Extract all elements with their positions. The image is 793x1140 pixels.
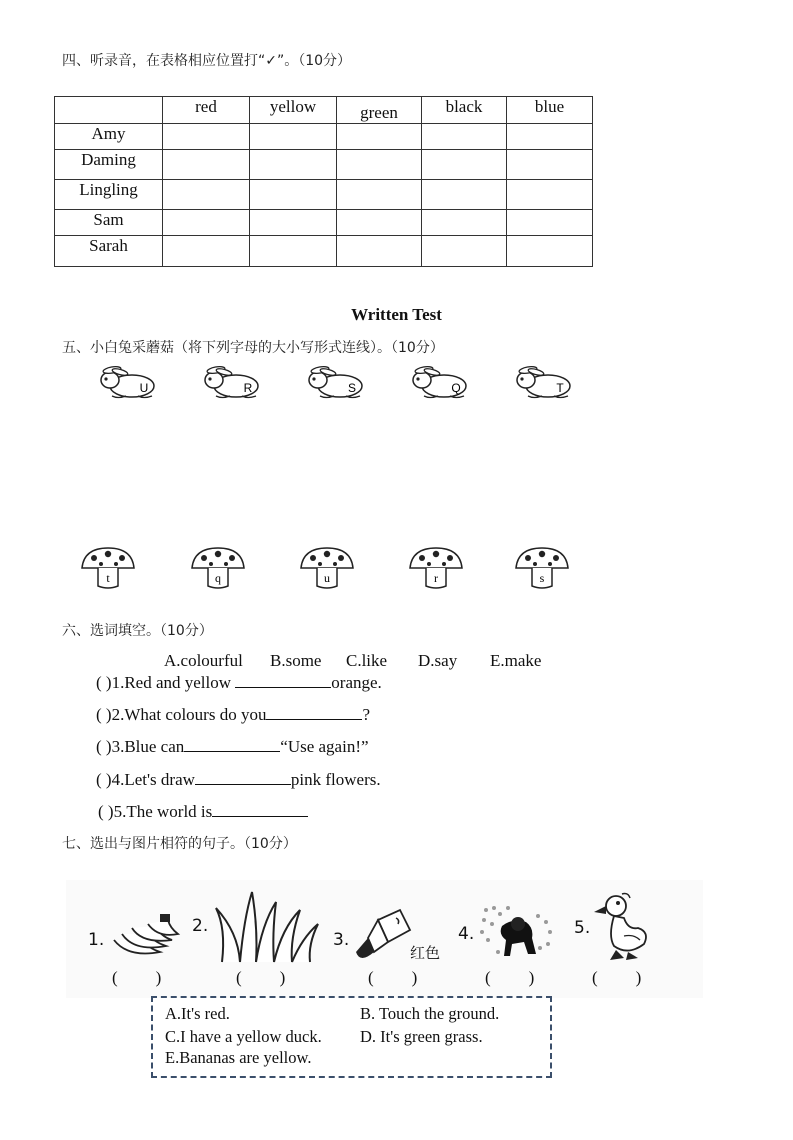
duck-icon bbox=[594, 892, 650, 962]
section-7-heading: 七、选出与图片相符的句子。（10分） bbox=[62, 836, 297, 852]
answer-paren[interactable]: ( ) bbox=[96, 705, 112, 724]
answer-cell[interactable] bbox=[250, 150, 337, 180]
answer-cell[interactable] bbox=[507, 210, 593, 236]
answer-cell[interactable] bbox=[163, 210, 250, 236]
question-text: 5.The world is bbox=[113, 802, 213, 821]
rabbit-letter: U bbox=[139, 381, 149, 395]
answer-cell[interactable] bbox=[250, 180, 337, 210]
paint-tube-icon bbox=[352, 908, 414, 964]
section-6-heading: 六、选词填空。（10分） bbox=[62, 623, 213, 639]
question-text-end: orange. bbox=[331, 673, 382, 692]
picture-answer-paren-5[interactable]: () bbox=[592, 968, 680, 987]
answer-option-b: B. Touch the ground. bbox=[360, 1004, 500, 1023]
row-label-sarah: Sarah bbox=[55, 236, 163, 267]
mushroom-icon[interactable] bbox=[408, 546, 464, 590]
written-test-title: Written Test bbox=[351, 305, 442, 324]
rabbit-icon[interactable] bbox=[514, 366, 576, 400]
picture-number-3: 3. bbox=[333, 930, 350, 950]
row-label-amy: Amy bbox=[55, 124, 163, 150]
option-c: C.like bbox=[346, 651, 388, 670]
rabbit-icon[interactable] bbox=[202, 366, 264, 400]
answer-cell[interactable] bbox=[250, 236, 337, 267]
mushroom-letter: r bbox=[434, 571, 438, 585]
answer-cell[interactable] bbox=[250, 124, 337, 150]
mushroom-icon[interactable] bbox=[299, 546, 355, 590]
answer-cell[interactable] bbox=[337, 124, 422, 150]
rabbit-letter: S bbox=[347, 381, 357, 395]
picture-answer-paren-1[interactable]: () bbox=[112, 968, 200, 987]
option-e: E.make bbox=[490, 651, 542, 670]
answer-cell[interactable] bbox=[422, 210, 507, 236]
column-header-yellow: yellow bbox=[250, 97, 337, 124]
picture-number-1: 1. bbox=[88, 930, 105, 950]
rabbit-icon[interactable] bbox=[410, 366, 472, 400]
answer-option-a: A.It's red. bbox=[165, 1004, 230, 1023]
picture-number-4: 4. bbox=[458, 924, 475, 944]
answer-paren[interactable]: ( ) bbox=[96, 737, 112, 756]
answer-option-c: C.I have a yellow duck. bbox=[165, 1027, 322, 1046]
question-text-end: “Use again!” bbox=[280, 737, 369, 756]
picture-answer-paren-3[interactable]: () bbox=[368, 968, 456, 987]
mushroom-letter: s bbox=[539, 571, 545, 585]
column-header-green: green bbox=[337, 97, 422, 124]
answer-cell[interactable] bbox=[507, 124, 593, 150]
rabbit-icon[interactable] bbox=[306, 366, 368, 400]
answer-blank[interactable] bbox=[266, 705, 362, 720]
answer-cell[interactable] bbox=[507, 180, 593, 210]
option-a: A.colourful bbox=[164, 651, 243, 670]
section-5-heading: 五、小白兔采蘑菇（将下列字母的大小写形式连线）。（10分） bbox=[62, 340, 444, 356]
mushroom-letter: t bbox=[106, 571, 110, 585]
answer-cell[interactable] bbox=[250, 210, 337, 236]
row-label-daming: Daming bbox=[55, 150, 163, 180]
rabbit-letter: T bbox=[556, 381, 564, 395]
answer-option-d: D. It's green grass. bbox=[360, 1027, 483, 1046]
question-1 bbox=[96, 673, 382, 693]
question-text: 3.Blue can bbox=[111, 737, 185, 756]
column-header-blue: blue bbox=[507, 97, 593, 124]
answer-cell[interactable] bbox=[337, 236, 422, 267]
rabbit-icon[interactable] bbox=[98, 366, 160, 400]
question-5 bbox=[98, 802, 308, 822]
answer-cell[interactable] bbox=[337, 180, 422, 210]
answer-cell[interactable] bbox=[337, 150, 422, 180]
answer-cell[interactable] bbox=[163, 124, 250, 150]
mushroom-letter: q bbox=[215, 571, 221, 585]
answer-cell[interactable] bbox=[337, 210, 422, 236]
answer-paren[interactable]: ( ) bbox=[96, 673, 112, 692]
table-header-corner bbox=[55, 97, 163, 124]
banana-icon bbox=[108, 912, 184, 958]
option-b: B.some bbox=[270, 651, 322, 670]
section-4-heading: 四、听录音，在表格相应位置打“✓”。（10分） bbox=[62, 53, 352, 69]
answer-cell[interactable] bbox=[422, 180, 507, 210]
picture-answer-paren-2[interactable]: () bbox=[236, 968, 324, 987]
question-text: 1.Red and yellow bbox=[111, 673, 236, 692]
option-d: D.say bbox=[418, 651, 458, 670]
mushroom-icon[interactable] bbox=[514, 546, 570, 590]
row-label-sam: Sam bbox=[55, 210, 163, 236]
rabbit-letter: R bbox=[243, 381, 253, 395]
picture-answer-paren-4[interactable]: () bbox=[485, 968, 573, 987]
question-text: 4.Let's draw bbox=[111, 770, 195, 789]
question-text-end: pink flowers. bbox=[290, 770, 381, 789]
answer-blank[interactable] bbox=[212, 802, 308, 817]
answer-cell[interactable] bbox=[422, 124, 507, 150]
column-header-black: black bbox=[422, 97, 507, 124]
question-2 bbox=[96, 705, 370, 725]
answer-cell[interactable] bbox=[422, 150, 507, 180]
answer-cell[interactable] bbox=[507, 150, 593, 180]
question-text: 2.What colours do you bbox=[111, 705, 267, 724]
mushroom-icon[interactable] bbox=[190, 546, 246, 590]
picture-number-2: 2. bbox=[192, 916, 209, 936]
answer-blank[interactable] bbox=[195, 770, 291, 785]
question-3 bbox=[96, 737, 369, 757]
answer-paren[interactable]: ( ) bbox=[96, 770, 112, 789]
answer-option-e: E.Bananas are yellow. bbox=[165, 1048, 312, 1067]
answer-cell[interactable] bbox=[163, 150, 250, 180]
question-4 bbox=[96, 770, 381, 790]
dog-icon bbox=[478, 904, 556, 960]
answer-blank[interactable] bbox=[184, 737, 280, 752]
question-text-end: ? bbox=[362, 705, 370, 724]
row-label-lingling: Lingling bbox=[55, 180, 163, 210]
color-table bbox=[54, 96, 593, 267]
paint-color-label: 红色 bbox=[410, 944, 441, 962]
answer-cell[interactable] bbox=[163, 180, 250, 210]
column-header-red: red bbox=[163, 97, 250, 124]
answer-blank[interactable] bbox=[235, 673, 331, 688]
picture-number-5: 5. bbox=[574, 918, 591, 938]
rabbit-letter: Q bbox=[451, 381, 461, 395]
word-options bbox=[164, 651, 541, 671]
grass-icon bbox=[212, 888, 322, 964]
answer-cell[interactable] bbox=[163, 236, 250, 267]
mushroom-icon[interactable] bbox=[80, 546, 136, 590]
answer-cell[interactable] bbox=[507, 236, 593, 267]
mushroom-letter: u bbox=[324, 571, 330, 585]
answer-paren[interactable]: ( ) bbox=[98, 802, 114, 821]
answer-cell[interactable] bbox=[422, 236, 507, 267]
